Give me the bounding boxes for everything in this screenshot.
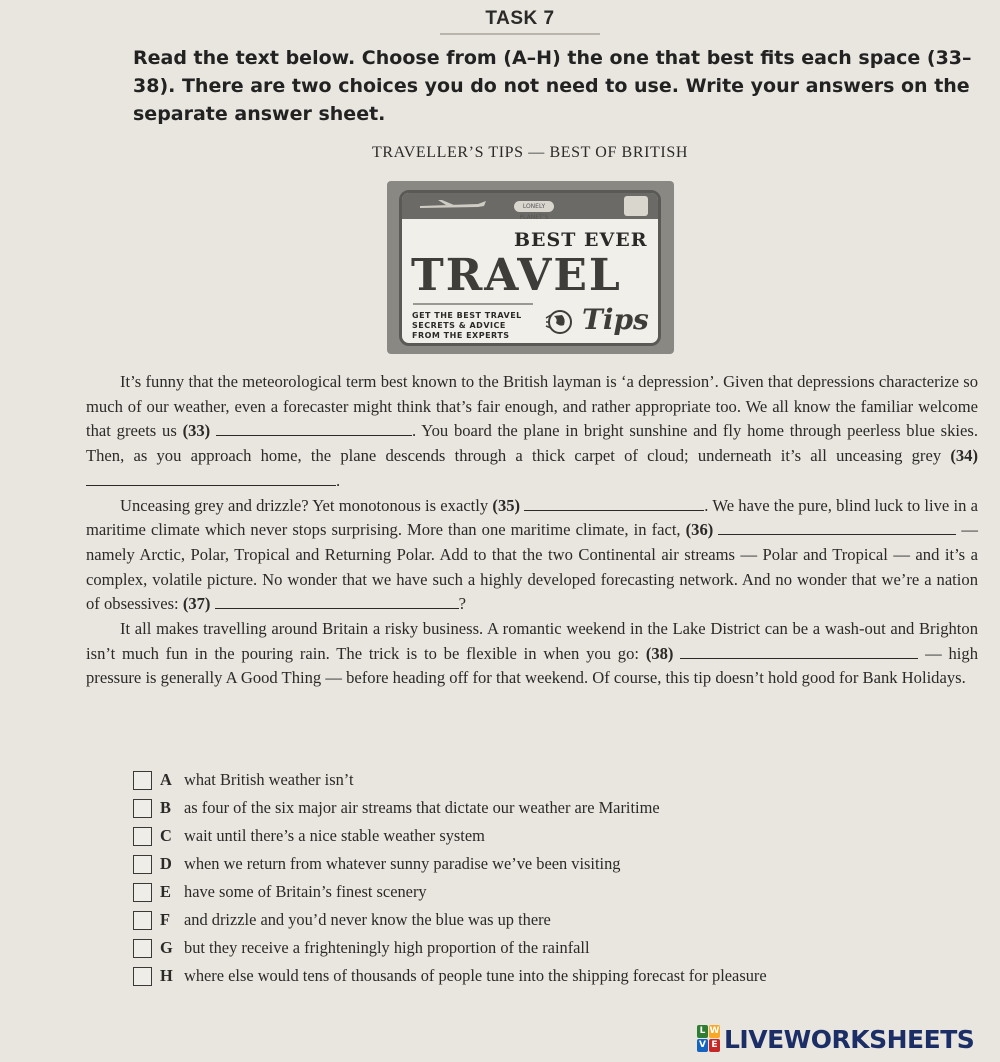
option-d-checkbox[interactable] — [133, 855, 152, 874]
gap-37-label: (37) — [182, 594, 211, 614]
paragraph-1: It’s funny that the meteorological term best known to the British layman is ‘a depression’. Given that depressions characterize so much of our weather, even a forecaster might think that’s fair enough, and rather appropriate too. We all know the familiar welcome that greets us (33) . You board the plane in bright sunshine and fly home through peerless blue skies. Then, as you approach home, the plane descends through a thick carpet of cloud; underneath it’s all unceasing grey (34) . — [86, 372, 978, 490]
gap-36-blank[interactable] — [718, 520, 956, 535]
option-text: what British weather isn’t — [184, 770, 354, 789]
option-c — [133, 822, 933, 850]
option-b-checkbox[interactable] — [133, 799, 152, 818]
ticket-icon — [624, 196, 648, 216]
gap-33-label: (33) — [182, 421, 211, 441]
gap-37-blank[interactable] — [215, 594, 459, 609]
gap-38-blank[interactable] — [680, 644, 918, 659]
liveworksheets-logo — [697, 1023, 974, 1055]
option-g — [133, 934, 933, 962]
gap-35-label: (35) — [492, 495, 521, 515]
icon-letter: L — [697, 1025, 708, 1038]
logo-card — [399, 190, 661, 346]
gap-36-label: (36) — [685, 520, 714, 540]
task-title: TASK 7 — [485, 8, 555, 29]
airplane-icon — [418, 199, 488, 211]
travel-text: TRAVEL — [411, 250, 622, 301]
article-subtitle: TRAVELLER’S TIPS — BEST OF BRITISH — [371, 144, 688, 161]
option-text: wait until there’s a nice stable weather system — [184, 826, 485, 845]
paragraph-3: It all makes travelling around Britain a risky business. A romantic weekend in the Lake District can be a wash-out and Brighton isn’t much fun in the pouring rain. The trick is to be flexible in when you go: (38) — high pressure is generally A Good Thing — before heading off for that weekend. Of course, this tip doesn’t hold good for Bank Holidays. — [86, 619, 978, 688]
tagline-line-1: GET THE BEST TRAVEL — [412, 311, 522, 320]
brand-pill: LONELY PLANET’S — [514, 201, 554, 212]
best-ever-text: BEST EVER — [514, 229, 648, 251]
option-text: as four of the six major air streams that dictate our weather are Maritime — [184, 798, 660, 817]
liveworksheets-brand: LIVEWORKSHEETS — [724, 1024, 975, 1054]
option-c-checkbox[interactable] — [133, 827, 152, 846]
icon-letter: V — [697, 1039, 708, 1052]
option-letter: D — [160, 854, 172, 873]
tagline-line-2: SECRETS & ADVICE — [412, 321, 506, 330]
option-letter: E — [160, 882, 171, 901]
option-text: when we return from whatever sunny paradise we’ve been visiting — [184, 854, 621, 873]
tips-text: Tips — [582, 303, 649, 336]
option-b — [133, 794, 933, 822]
icon-letter: E — [709, 1039, 720, 1052]
option-text: and drizzle and you’d never know the blue was up there — [184, 910, 551, 929]
option-f-checkbox[interactable] — [133, 911, 152, 930]
logo-band — [402, 193, 658, 219]
option-text: where else would tens of thousands of people tune into the shipping forecast for pleasure — [184, 966, 767, 985]
option-letter: G — [160, 938, 173, 957]
option-h — [133, 962, 933, 990]
title-underline — [440, 33, 600, 35]
article-body — [86, 370, 978, 691]
option-letter: C — [160, 826, 172, 845]
option-d — [133, 850, 933, 878]
globe-icon — [542, 307, 578, 337]
logo-tagline — [412, 311, 522, 341]
option-letter: H — [160, 966, 173, 985]
option-a — [133, 766, 933, 794]
logo-divider — [413, 303, 533, 309]
option-letter: B — [160, 798, 171, 817]
book-cover-logo — [387, 181, 674, 354]
option-e-checkbox[interactable] — [133, 883, 152, 902]
option-text: but they receive a frighteningly high proportion of the rainfall — [184, 938, 590, 957]
option-text: have some of Britain’s finest scenery — [184, 882, 427, 901]
icon-letter: W — [709, 1026, 720, 1036]
gap-34-blank[interactable] — [86, 471, 336, 486]
answer-options — [133, 766, 933, 990]
tagline-line-3: FROM THE EXPERTS — [412, 331, 510, 340]
liveworksheets-icon — [697, 1025, 721, 1053]
gap-33-blank[interactable] — [216, 421, 412, 436]
instructions: Read the text below. Choose from (A–H) the one that best fits each space (33–38). There are two choices you do not need to use. Write your answers on the separate answer sheet. — [133, 47, 972, 125]
gap-34-label: (34) — [950, 446, 978, 466]
gap-35-blank[interactable] — [524, 496, 704, 511]
gap-38-label: (38) — [645, 643, 674, 663]
option-f — [133, 906, 933, 934]
paragraph-2: Unceasing grey and drizzle? Yet monotonous is exactly (35) . We have the pure, blind luck to live in a maritime climate which never stops surprising. More than one maritime climate, in fact, (36) — namely Arctic, Polar, Tropical and Returning Polar. Add to that the two Continental air streams — Polar and Tropical — and it’s a complex, volatile picture. No wonder that we have such a highly developed forecasting network. And no wonder that we’re a nation of obsessives: (37) ? — [86, 495, 978, 614]
option-letter: A — [160, 770, 172, 789]
option-e — [133, 878, 933, 906]
option-h-checkbox[interactable] — [133, 967, 152, 986]
option-a-checkbox[interactable] — [133, 771, 152, 790]
option-letter: F — [160, 910, 171, 929]
option-g-checkbox[interactable] — [133, 939, 152, 958]
